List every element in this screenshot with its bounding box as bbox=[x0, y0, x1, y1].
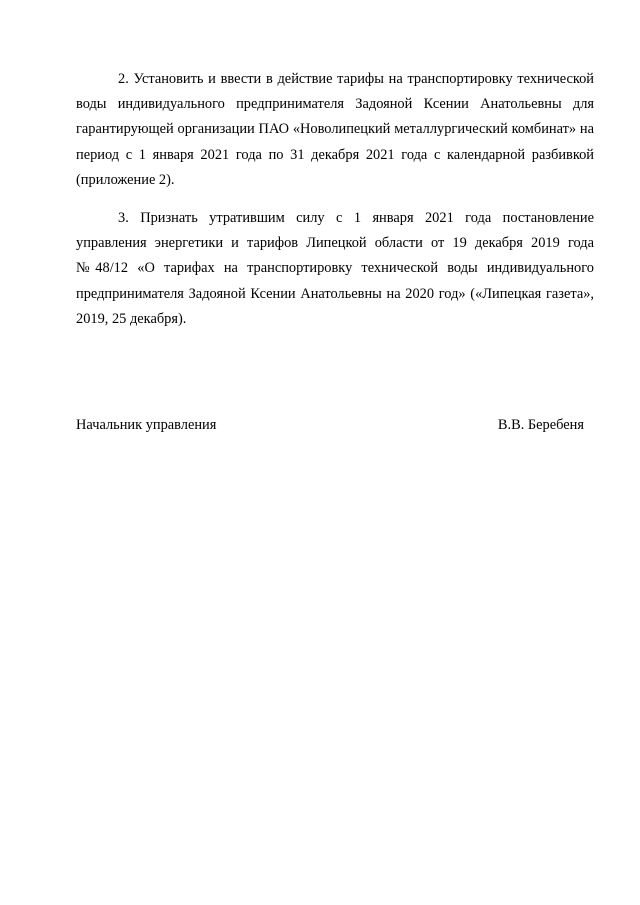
paragraph-item-2: 2. Установить и ввести в действие тарифы на транспортировку технической воды индивидуального предпринимателя Задояной Ксении Анатольевны для гарантирующей организации ПАО «Новолипецкий металлургический комбинат» на период с 1 января 2021 года по 31 декабря 2021 года с календарной разбивкой (приложение 2). bbox=[76, 71, 594, 188]
signatory-position: Начальник управления bbox=[76, 417, 217, 433]
signatory-name: В.В. Беребеня bbox=[497, 417, 584, 433]
paragraph-item-3: 3. Признать утратившим силу с 1 января 2021 года постановление управления энергетики и тарифов Липецкой области от 19 декабря 2019 года №48/12 «О тарифах на транспортировку технической воды индивидуального предпринимателя Задояной Ксении Анатольевны на 2020 год» («Липецкая газета», 2019, 25 декабря). bbox=[76, 210, 594, 327]
signature-block bbox=[76, 415, 584, 435]
